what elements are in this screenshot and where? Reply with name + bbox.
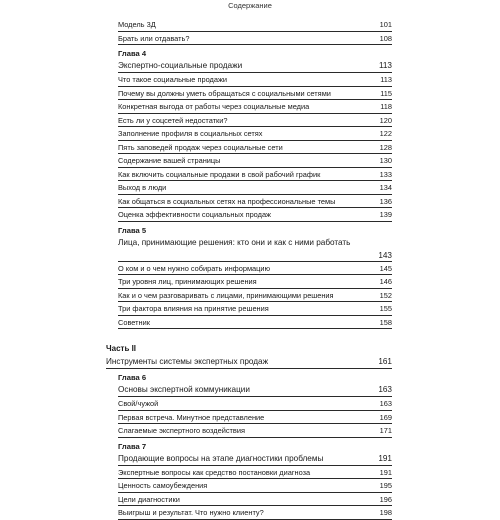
chapter-label-text: Глава 7 — [118, 441, 147, 451]
chapter-label — [0, 48, 500, 59]
toc-entry-rule — [118, 437, 392, 438]
chapter-title: Лица, принимающие решения: кто они и как с ними работать — [118, 237, 351, 247]
toc-entry-page: 134 — [379, 183, 392, 192]
toc-entry[interactable] — [0, 32, 500, 46]
toc-entry-page: 130 — [379, 156, 392, 165]
toc-entry-title: Три уровня лиц, принимающих решения — [118, 277, 257, 286]
toc-entry[interactable] — [0, 424, 500, 438]
toc-entry-page: 146 — [379, 277, 392, 286]
toc-entry-rule — [118, 328, 392, 329]
toc-entry-page: 195 — [379, 481, 392, 490]
chapter-label-text: Глава 4 — [118, 49, 147, 58]
toc-entry[interactable] — [0, 73, 500, 87]
toc-entry-page: 122 — [379, 129, 392, 138]
toc-entry-title: Выход в люди — [118, 183, 167, 192]
toc-entry[interactable] — [0, 289, 500, 303]
toc-entry-title: Выигрыш и результат. Что нужно клиенту? — [118, 508, 264, 517]
toc-entry-title: Экспертные вопросы как средство постановки диагноза — [118, 467, 311, 477]
toc-entry-page: 163 — [379, 399, 392, 408]
chapter-heading[interactable] — [0, 383, 500, 397]
toc-entry[interactable] — [0, 275, 500, 289]
chapter-page: 191 — [378, 453, 392, 463]
toc-entry-title: Содержание вашей страницы — [118, 156, 221, 165]
toc-entry-title: Конкретная выгода от работы через социальные медиа — [118, 102, 310, 111]
toc-entry-page: 169 — [379, 412, 392, 422]
toc-entry-title: Свой/чужой — [118, 399, 159, 408]
toc-entry[interactable] — [0, 466, 500, 480]
toc-entry-rule — [118, 221, 392, 222]
toc-entry[interactable] — [0, 493, 500, 507]
toc-entry[interactable] — [0, 168, 500, 182]
chapter-heading[interactable] — [0, 452, 500, 466]
toc-entry-title: Как включить социальные продажи в свой рабочий график — [118, 169, 321, 179]
toc-entry-title: Есть ли у соцсетей недостатки? — [118, 115, 228, 125]
toc-entry-page: 136 — [379, 196, 392, 206]
toc-entry-title: Заполнение профиля в социальных сетях — [118, 129, 263, 138]
chapter-label-text: Глава 6 — [118, 373, 147, 382]
toc-entry[interactable] — [0, 262, 500, 276]
toc-entry-rule — [118, 519, 392, 520]
toc-entry-title: Первая встреча. Минутное представление — [118, 412, 265, 422]
running-head: Содержание — [228, 1, 272, 10]
toc-entry[interactable] — [0, 208, 500, 222]
toc-entry[interactable] — [0, 506, 500, 520]
chapter-heading[interactable] — [0, 59, 500, 73]
chapter-label — [0, 225, 500, 236]
chapter-label — [0, 372, 500, 383]
toc-entry-title: Пять заповедей продаж через социальные сети — [118, 142, 283, 152]
chapter-title: Продающие вопросы на этапе диагностики проблемы — [118, 453, 324, 463]
toc-entry[interactable] — [0, 411, 500, 425]
toc-entry[interactable] — [0, 316, 500, 330]
toc-entry-title: Советник — [118, 317, 150, 327]
toc-entry[interactable] — [0, 127, 500, 141]
table-of-contents — [0, 18, 500, 520]
toc-entry-title: Цели диагностики — [118, 494, 180, 504]
toc-entry[interactable] — [0, 154, 500, 168]
chapter-label-text: Глава 5 — [118, 225, 147, 235]
chapter-label — [0, 441, 500, 452]
toc-entry-page: 191 — [379, 467, 392, 477]
toc-entry-page: 139 — [379, 210, 392, 219]
chapter-page: 163 — [378, 385, 392, 394]
toc-entry-page: 198 — [379, 508, 392, 517]
toc-entry-page: 108 — [379, 33, 392, 43]
toc-entry[interactable] — [0, 18, 500, 32]
toc-entry-page: 152 — [379, 290, 392, 300]
toc-entry-title: Брать или отдавать? — [118, 33, 190, 43]
toc-entry-page: 133 — [379, 169, 392, 179]
toc-entry-title: Три фактора влияния на принятие решения — [118, 304, 269, 313]
toc-entry-page: 120 — [379, 115, 392, 125]
part-title: Инструменты системы экспертных продаж — [106, 357, 269, 366]
toc-entry[interactable] — [0, 397, 500, 411]
toc-entry-page: 101 — [379, 20, 392, 29]
toc-entry[interactable] — [0, 87, 500, 101]
part-page: 161 — [378, 357, 392, 366]
toc-entry[interactable] — [0, 195, 500, 209]
toc-entry-title: Оценка эффективности социальных продаж — [118, 210, 271, 219]
toc-entry-title: Почему вы должны уметь обращаться с социальными сетями — [118, 88, 331, 98]
toc-entry-rule — [118, 44, 392, 45]
toc-entry-page: 118 — [380, 102, 392, 111]
toc-entry-title: Слагаемые экспертного воздействия — [118, 426, 245, 435]
toc-entry-page: 113 — [380, 75, 392, 84]
toc-entry-title: Как и о чем разговаривать с лицами, принимающими решения — [118, 290, 334, 300]
part-rule — [106, 368, 392, 369]
chapter-title: Экспертно-социальные продажи — [118, 61, 243, 70]
chapter-heading[interactable] — [0, 236, 500, 262]
toc-entry[interactable] — [0, 141, 500, 155]
toc-entry-title: О ком и о чем нужно собирать информацию — [118, 263, 271, 273]
toc-entry[interactable] — [0, 479, 500, 493]
toc-entry[interactable] — [0, 114, 500, 128]
part-label — [0, 343, 500, 355]
chapter-title: Основы экспертной коммуникации — [118, 385, 250, 394]
toc-entry-title: Ценность самоубеждения — [118, 481, 208, 490]
toc-entry[interactable] — [0, 100, 500, 114]
toc-entry-title: Модель 3Д — [118, 20, 156, 29]
part-heading[interactable] — [0, 355, 500, 369]
toc-entry[interactable] — [0, 181, 500, 195]
toc-entry-title: Как общаться в социальных сетях на профессиональные темы — [118, 196, 336, 206]
toc-entry-title: Что такое социальные продажи — [118, 75, 228, 84]
toc-entry-page: 158 — [379, 317, 392, 327]
toc-entry-page: 196 — [379, 494, 392, 504]
toc-entry-page: 128 — [379, 142, 392, 152]
toc-entry-page: 115 — [380, 88, 392, 98]
part-label-text: Часть II — [106, 344, 137, 353]
toc-entry-page: 171 — [379, 426, 392, 435]
toc-entry[interactable] — [0, 302, 500, 316]
toc-entry-page: 155 — [379, 304, 392, 313]
toc-entry-page: 145 — [379, 263, 392, 273]
chapter-page: 143 — [378, 250, 392, 260]
chapter-page: 113 — [378, 61, 392, 70]
